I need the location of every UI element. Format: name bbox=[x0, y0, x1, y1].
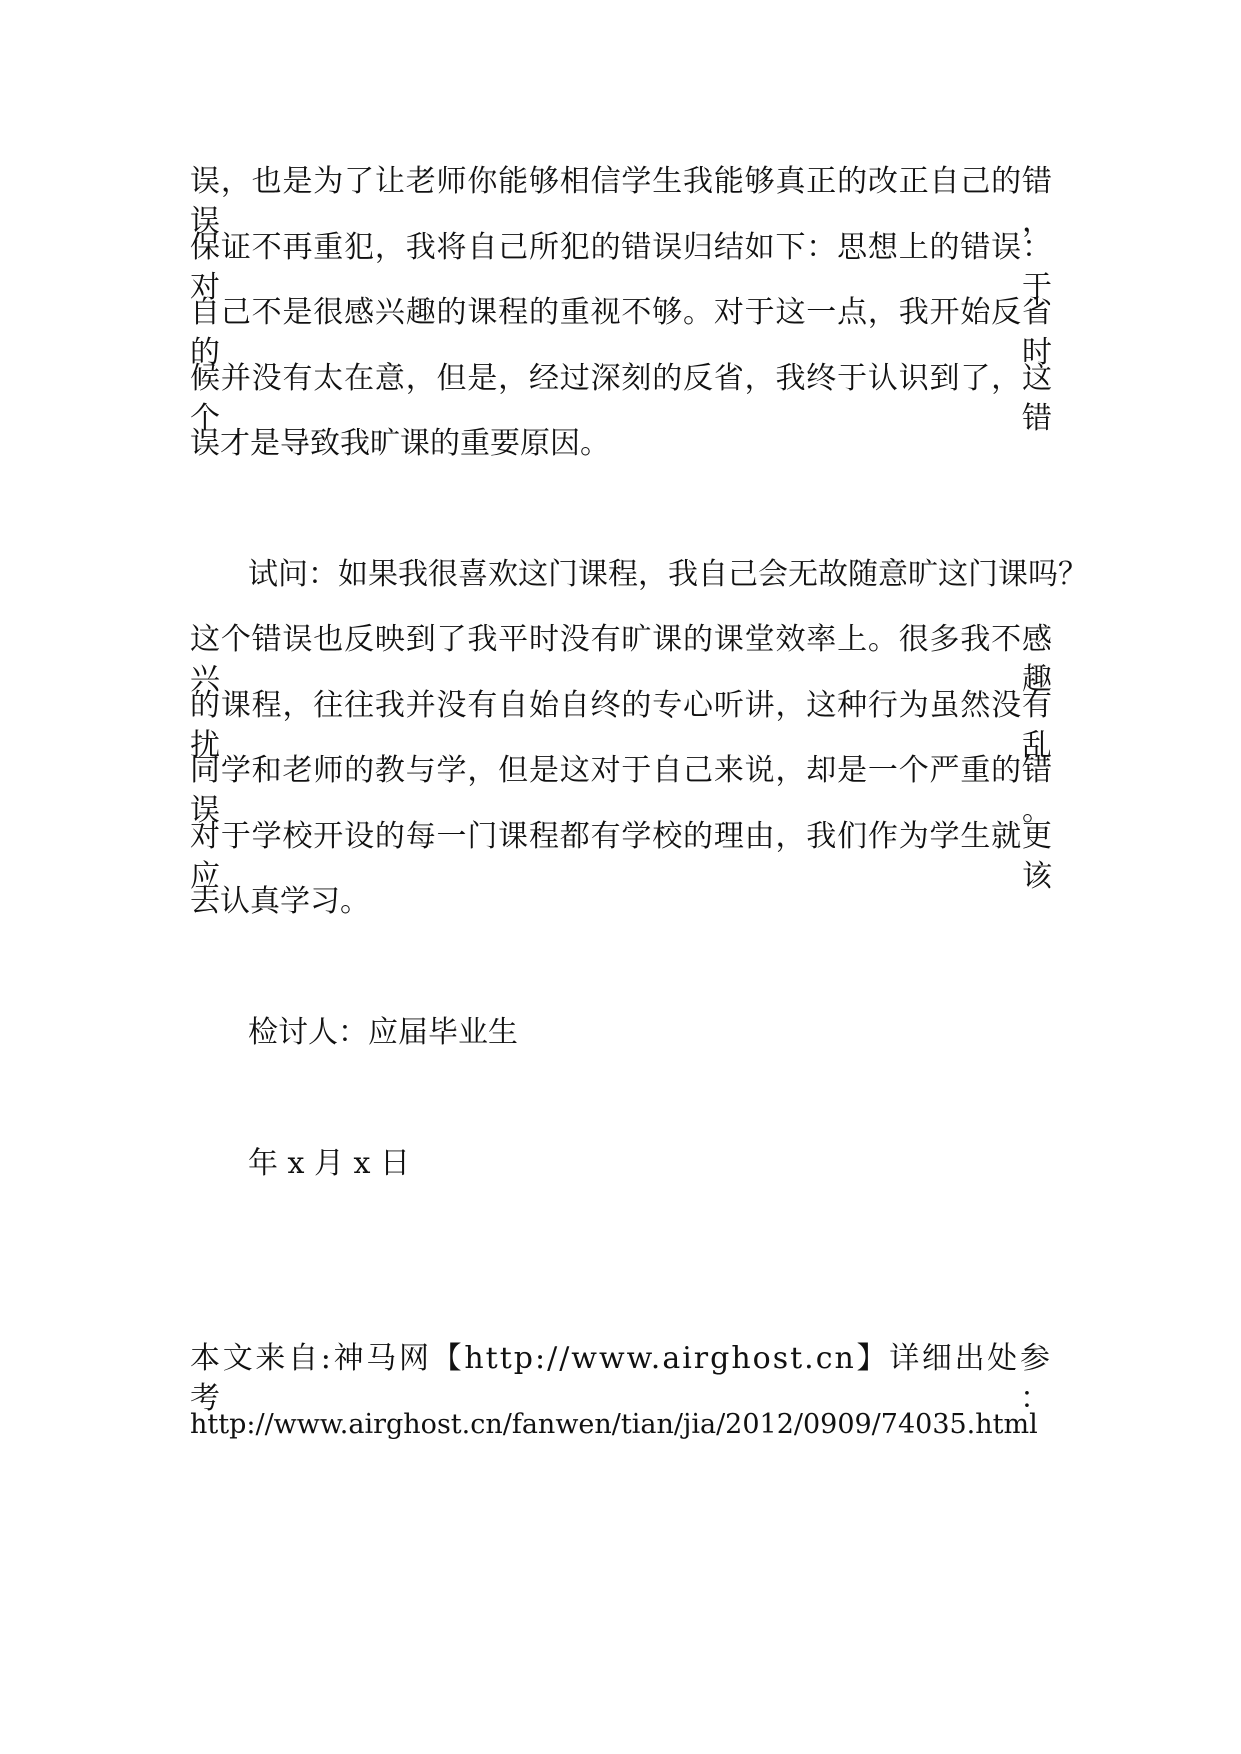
date: 年 x 月 x 日 bbox=[248, 1146, 410, 1181]
paragraph-line: 保证不再重犯，我将自己所犯的错误归结如下：思想上的错误：对于 bbox=[190, 230, 1052, 305]
paragraph-line: 误，也是为了让老师你能够相信学生我能够真正的改正自己的错误， bbox=[190, 164, 1052, 239]
paragraph-line: 同学和老师的教与学，但是这对于自己来说，却是一个严重的错误。 bbox=[190, 753, 1052, 828]
source-url[interactable]: http://www.airghost.cn/fanwen/tian/jia/2012/0909/74035.html bbox=[190, 1409, 1038, 1440]
paragraph-line: 候并没有太在意，但是，经过深刻的反省，我终于认识到了，这个错 bbox=[190, 361, 1052, 436]
signature: 检讨人：应届毕业生 bbox=[248, 1015, 518, 1050]
paragraph-line: 对于学校开设的每一门课程都有学校的理由，我们作为学生就更应该 bbox=[190, 819, 1052, 894]
paragraph-line: 自己不是很感兴趣的课程的重视不够。对于这一点，我开始反省的时 bbox=[190, 295, 1052, 370]
paragraph-line: 这个错误也反映到了我平时没有旷课的课堂效率上。很多我不感兴趣 bbox=[190, 622, 1052, 697]
paragraph-line: 误才是导致我旷课的重要原因。 bbox=[190, 426, 610, 461]
paragraph-line: 去认真学习。 bbox=[190, 884, 370, 919]
paragraph-line: 试问：如果我很喜欢这门课程，我自己会无故随意旷这门课吗？ bbox=[248, 557, 1088, 592]
source-line: 本文来自:神马网【http://www.airghost.cn】详细出处参考： bbox=[190, 1341, 1052, 1416]
paragraph-line: 的课程，往往我并没有自始自终的专心听讲，这种行为虽然没有扰乱 bbox=[190, 688, 1052, 763]
